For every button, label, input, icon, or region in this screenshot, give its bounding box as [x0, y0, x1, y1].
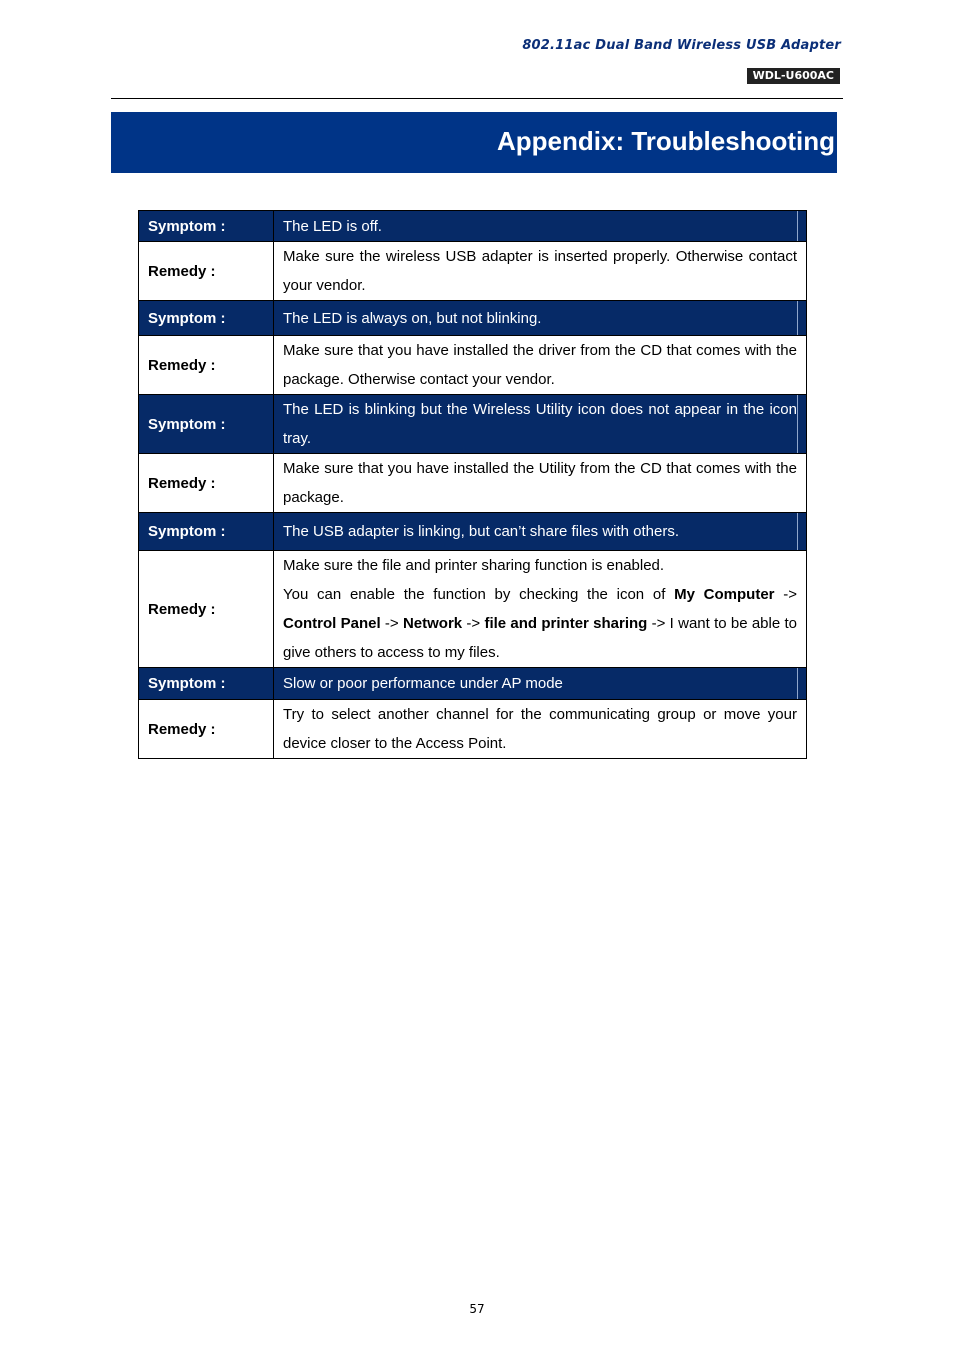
remedy-text-part: ->	[774, 586, 797, 603]
symptom-row	[139, 301, 807, 336]
remedy-label: Remedy :	[139, 336, 274, 395]
section-title: Appendix: Troubleshooting	[497, 126, 835, 156]
symptom-text: Slow or poor performance under AP mode	[274, 668, 807, 700]
remedy-label: Remedy :	[139, 454, 274, 513]
remedy-text: Try to select another channel for the communicating group or move your device closer to the Access Point.	[274, 700, 807, 759]
remedy-line: Make sure the file and printer sharing function is enabled.	[283, 557, 665, 574]
remedy-label: Remedy :	[139, 242, 274, 301]
remedy-row	[139, 454, 807, 513]
remedy-text: Make sure that you have installed the Utility from the CD that comes with the package.	[274, 454, 807, 513]
symptom-label: Symptom :	[139, 668, 274, 700]
symptom-label: Symptom :	[139, 301, 274, 336]
remedy-text-part: ->	[462, 615, 485, 632]
symptom-label: Symptom :	[139, 211, 274, 242]
symptom-text: The LED is blinking but the Wireless Utility icon does not appear in the icon tray.	[274, 395, 807, 454]
symptom-text: The LED is off.	[274, 211, 807, 242]
remedy-row	[139, 336, 807, 395]
symptom-text: The USB adapter is linking, but can’t share files with others.	[274, 513, 807, 551]
remedy-text: Make sure that you have installed the driver from the CD that comes with the package. Otherwise contact your vendor.	[274, 336, 807, 395]
model-badge: WDL-U600AC	[747, 68, 840, 84]
document-header-title: 802.11ac Dual Band Wireless USB Adapter	[522, 38, 841, 53]
path-control-panel: Control Panel	[283, 615, 381, 632]
remedy-text	[274, 551, 807, 668]
remedy-text: Make sure the wireless USB adapter is inserted properly. Otherwise contact your vendor.	[274, 242, 807, 301]
remedy-text-part: You can enable the function by checking the icon of	[283, 586, 675, 603]
path-file-printer-sharing: file and printer sharing	[484, 615, 648, 632]
section-banner	[111, 112, 837, 173]
symptom-row	[139, 211, 807, 242]
remedy-row	[139, 551, 807, 668]
remedy-label: Remedy :	[139, 700, 274, 759]
remedy-row	[139, 242, 807, 301]
remedy-label: Remedy :	[139, 551, 274, 668]
symptom-row	[139, 395, 807, 454]
path-my-computer: My Computer	[674, 586, 775, 603]
symptom-label: Symptom :	[139, 513, 274, 551]
troubleshooting-table	[138, 210, 807, 759]
remedy-line	[283, 580, 797, 667]
remedy-text-part: ->	[380, 615, 403, 632]
symptom-row	[139, 668, 807, 700]
symptom-text: The LED is always on, but not blinking.	[274, 301, 807, 336]
symptom-label: Symptom :	[139, 395, 274, 454]
page-number: 57	[469, 1302, 485, 1316]
path-network: Network	[402, 615, 463, 632]
header-divider	[111, 98, 843, 99]
symptom-row	[139, 513, 807, 551]
remedy-row	[139, 700, 807, 759]
remedy-text-part: -> I want to be able to give others to access to my files.	[283, 615, 797, 661]
